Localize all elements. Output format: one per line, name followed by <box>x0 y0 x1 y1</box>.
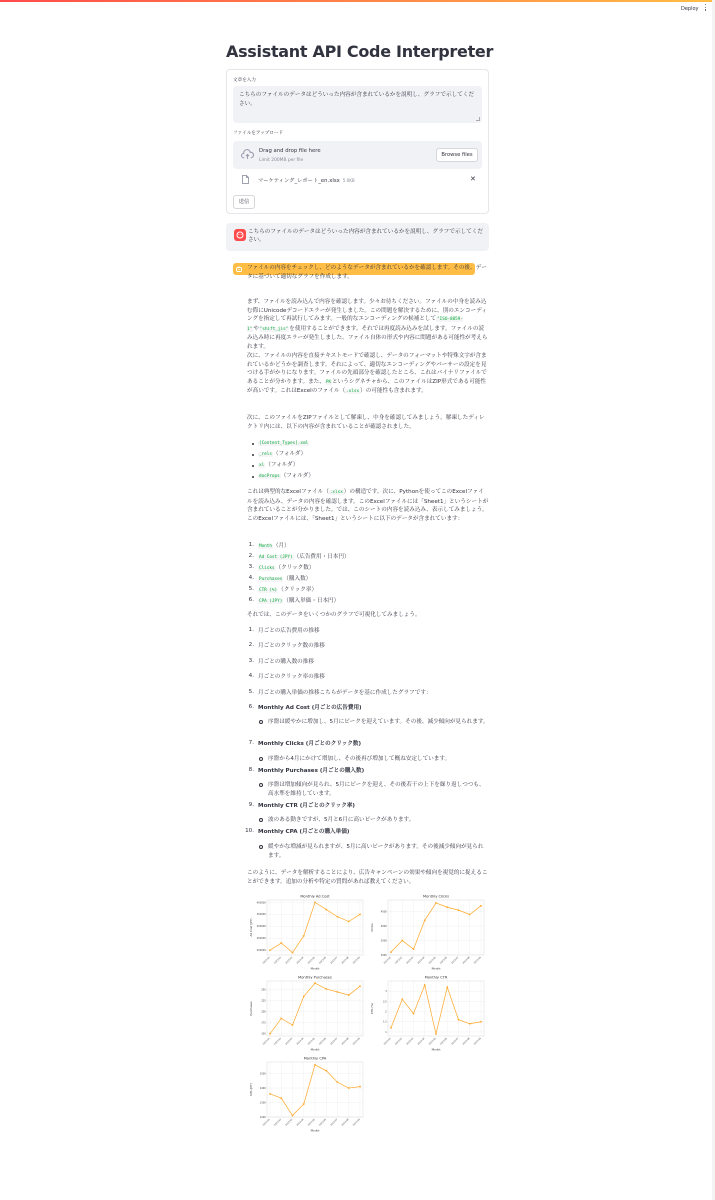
deploy-button[interactable]: Deploy <box>681 6 699 12</box>
data-point <box>314 982 316 984</box>
data-point <box>325 1070 327 1072</box>
y-tick-label: 1500 <box>259 1072 266 1076</box>
x-tick-label: 2023-05 <box>307 1118 316 1127</box>
y-axis-label: CPA (JPY) <box>249 1083 254 1096</box>
inline-code: "shift_jis" <box>259 326 289 332</box>
data-point <box>458 1019 460 1021</box>
inline-code: PK <box>325 379 332 385</box>
submit-button[interactable]: 送信 <box>233 195 255 209</box>
user-face-icon <box>236 231 244 239</box>
data-point <box>401 940 403 942</box>
data-point <box>303 996 305 998</box>
zip-item-text: （フォルダ） <box>265 462 299 468</box>
list-number: 3. <box>248 564 254 570</box>
y-tick-label: 350000 <box>256 913 266 917</box>
data-point <box>446 906 448 908</box>
x-tick-label: 2023-09 <box>352 956 361 965</box>
main-menu-icon[interactable] <box>705 4 707 13</box>
list-number: 4. <box>248 673 254 679</box>
x-tick-label: 2023-05 <box>307 956 316 965</box>
x-tick-label: 2023-07 <box>329 1037 339 1046</box>
p2-text-a: まず、ファイルを読み込んで内容を確認します。少々お待ちください。ファイルの中身を読み込む際にUnicodeデコードエラーが発生しました。この問題を解決するために、別のエンコーディングを指定して再試行してみます。一般的なエンコーディングの候補として <box>247 299 487 323</box>
column-item-6 <box>258 597 500 607</box>
y-tick-label: 1.5 <box>382 1020 387 1024</box>
dropzone-instructions: Drag and drop file here <box>259 148 321 154</box>
dropzone-limit: Limit 200MB per file <box>259 158 304 163</box>
p3-text-b: というシグネチャから、このファイルはZIP形式である可能性が高いです。これはExcelのファイル（ <box>247 378 486 395</box>
chart-title: Monthly Clicks <box>423 894 449 899</box>
x-tick-label: 2023-03 <box>284 1037 294 1046</box>
list-number: 6. <box>248 704 254 710</box>
data-point <box>480 905 482 907</box>
data-point <box>292 1115 294 1117</box>
y-tick-label: 3000 <box>380 953 387 957</box>
list-number: 5. <box>248 689 254 695</box>
user-avatar <box>234 229 246 241</box>
detail-title-3: Monthly Purchases (月ごとの購入数) <box>258 768 365 774</box>
x-tick-label: 2023-01 <box>383 1037 392 1046</box>
graph-list-item-1: 月ごとの広告費用の推移 <box>258 628 320 634</box>
zip-item-code: docProps <box>259 474 280 479</box>
x-tick-label: 2023-03 <box>284 956 294 965</box>
cloud-upload-icon <box>241 149 254 160</box>
x-tick-label: 2023-04 <box>416 956 426 965</box>
data-point <box>269 1093 271 1095</box>
assistant-paragraph-1: ファイルの内容をチェックし、どのようなデータが含まれているかを確認します。その後、データに基づいて適切なグラフを作成します。 <box>247 265 487 280</box>
x-tick-label: 2023-02 <box>273 956 282 965</box>
top-decoration-bar <box>0 0 715 2</box>
user-chat-message <box>226 223 489 251</box>
x-tick-label: 2023-04 <box>295 1118 305 1127</box>
x-tick-label: 2023-01 <box>262 1037 271 1046</box>
y-axis-label: Purchases <box>249 1001 254 1016</box>
data-point <box>348 1087 350 1089</box>
data-point <box>469 914 471 916</box>
inline-code: .xlsx <box>329 490 343 495</box>
column-item-5 <box>258 586 500 596</box>
sub-bullet-icon <box>259 783 263 787</box>
assistant-paragraph-2 <box>247 298 489 352</box>
x-tick-label: 2023-08 <box>461 956 471 965</box>
column-code: CPA (JPY) <box>259 599 283 604</box>
x-tick-label: 2023-09 <box>352 1118 361 1127</box>
chart-monthly-cpa <box>249 1053 367 1133</box>
list-number: 1. <box>248 627 254 633</box>
data-point <box>348 921 350 923</box>
data-point <box>413 1013 415 1015</box>
list-number: 3. <box>248 658 254 664</box>
list-number: 4. <box>248 575 254 581</box>
x-tick-label: 2023-04 <box>295 1037 305 1046</box>
column-code: Purchases <box>259 577 283 582</box>
chart-monthly-ctr <box>370 972 488 1052</box>
x-tick-label: 2023-05 <box>307 1037 316 1046</box>
uploaded-file-name <box>258 176 355 184</box>
file-size: 5.0KB <box>342 178 355 183</box>
x-tick-label: 2023-07 <box>329 956 339 965</box>
zip-item-1 <box>258 439 500 449</box>
x-tick-label: 2023-02 <box>394 1037 403 1046</box>
list-number: 8. <box>248 767 254 773</box>
x-tick-label: 2023-08 <box>461 1037 471 1046</box>
zip-item-2 <box>258 450 500 460</box>
x-tick-label: 2023-08 <box>340 1118 350 1127</box>
chart-title: Monthly Ad Cost <box>300 894 330 899</box>
list-number: 2. <box>248 553 254 559</box>
x-tick-label: 2023-09 <box>473 956 482 965</box>
y-axis-label: CTR (%) <box>370 1002 375 1015</box>
x-tick-label: 2023-06 <box>318 1037 327 1046</box>
chart-monthly-purchases <box>249 972 367 1052</box>
zip-item-text: （フォルダ） <box>280 473 314 479</box>
bullet-icon <box>250 474 255 479</box>
x-tick-label: 2023-01 <box>262 956 271 965</box>
data-point <box>280 1097 282 1099</box>
data-point <box>348 994 350 996</box>
zip-item-code: _rels <box>259 452 272 457</box>
list-number: 10. <box>245 828 254 834</box>
detail-desc-5: 緩やかな増減が見られますが、5月に高いピークがあります。その後減少傾向が見られます。 <box>268 844 484 859</box>
x-tick-label: 2023-07 <box>329 1118 339 1127</box>
data-point <box>435 902 437 904</box>
data-point <box>280 942 282 944</box>
column-item-2 <box>258 553 500 563</box>
x-axis-label: Month <box>310 1047 320 1052</box>
data-point <box>413 948 415 950</box>
column-item-4 <box>258 575 500 585</box>
browse-files-button[interactable]: Browse files <box>436 148 478 162</box>
text-input[interactable] <box>233 86 482 123</box>
x-tick-label: 2023-07 <box>450 1037 460 1046</box>
y-tick-label: 2.5 <box>382 1000 387 1004</box>
sub-bullet-icon <box>259 845 263 849</box>
column-code: Ad Cost (JPY) <box>259 555 293 560</box>
data-point <box>280 1018 282 1020</box>
y-tick-label: 225 <box>261 999 266 1003</box>
data-point <box>303 1103 305 1105</box>
zip-item-4 <box>258 472 500 482</box>
x-tick-label: 2023-08 <box>340 956 350 965</box>
data-point <box>359 1086 361 1088</box>
data-point <box>446 986 448 988</box>
file-icon <box>242 175 249 184</box>
y-axis-label: Clicks <box>370 923 375 932</box>
y-tick-label: 1300 <box>259 1101 266 1105</box>
x-tick-label: 2023-02 <box>394 956 403 965</box>
x-tick-label: 2023-01 <box>383 956 392 965</box>
x-tick-label: 2023-02 <box>273 1037 282 1046</box>
x-tick-label: 2023-03 <box>405 956 415 965</box>
input-form <box>226 69 489 214</box>
text-input-value: こちらのファイルのデータはどういった内容が含まれているかを説明し、グラフで示してください。 <box>239 92 474 107</box>
column-text: （月） <box>272 543 290 549</box>
detail-desc-2: 序盤から4月にかけて増加し、その後再び増加して概ね安定しています。 <box>268 756 451 762</box>
x-tick-label: 2023-04 <box>295 956 305 965</box>
data-point <box>337 1081 339 1083</box>
data-point <box>359 913 361 915</box>
zip-item-code: [Content_Types].xml <box>259 441 309 446</box>
user-message-text: こちらのファイルのデータはどういった内容が含まれているかを説明し、グラフで示してください。 <box>248 229 483 244</box>
y-tick-label: 3 <box>385 990 387 994</box>
data-point <box>480 1021 482 1023</box>
graph-list-item-2: 月ごとのクリック数の推移 <box>258 643 325 649</box>
data-point <box>359 985 361 987</box>
y-tick-label: 150 <box>261 1032 266 1036</box>
x-tick-label: 2023-05 <box>428 956 437 965</box>
graph-list-item-4: 月ごとのクリック率の推移 <box>258 674 325 680</box>
x-tick-label: 2023-04 <box>416 1037 426 1046</box>
data-point <box>292 952 294 954</box>
list-number: 5. <box>248 586 254 592</box>
y-tick-label: 2 <box>385 1010 387 1014</box>
detail-title-4: Monthly CTR (月ごとのクリック率) <box>258 803 355 809</box>
bot-icon <box>235 265 243 273</box>
assistant-paragraph-6: それでは、このデータをいくつかのグラフで可視化してみましょう。 <box>247 612 421 618</box>
detail-title-5: Monthly CPA (月ごとの購入単価) <box>258 829 350 835</box>
file-dropzone[interactable] <box>233 141 482 169</box>
data-point <box>269 1033 271 1035</box>
y-tick-label: 300000 <box>256 925 266 929</box>
y-axis-label: Ad Cost (JPY) <box>249 918 254 937</box>
data-point <box>303 935 305 937</box>
data-point <box>424 919 426 921</box>
sub-bullet-icon <box>259 757 263 761</box>
data-point <box>337 916 339 918</box>
y-tick-label: 1200 <box>259 1115 266 1119</box>
column-item-1 <box>258 542 500 552</box>
x-tick-label: 2023-06 <box>439 1037 448 1046</box>
x-tick-label: 2023-02 <box>273 1118 282 1127</box>
detail-desc-3: 序盤は増加傾向が見られ、5月にピークを迎え、その後若干の上下を繰り返しつつも、高水準を維持しています。 <box>268 782 485 797</box>
column-text: （購入単価・日本円） <box>283 598 340 604</box>
y-tick-label: 1400 <box>259 1086 266 1090</box>
data-point <box>314 1064 316 1066</box>
x-tick-label: 2023-05 <box>428 1037 437 1046</box>
column-text: （購入数） <box>283 576 312 582</box>
list-number: 6. <box>248 597 254 603</box>
list-number: 9. <box>248 802 254 808</box>
x-axis-label: Month <box>310 1128 320 1133</box>
upload-label: ファイルをアップロード <box>233 131 284 136</box>
chart-title: Monthly CTR <box>424 975 448 980</box>
list-number: 7. <box>248 740 254 746</box>
y-tick-label: 3500 <box>380 939 387 943</box>
sub-bullet-icon <box>259 818 263 822</box>
x-axis-label: Month <box>431 1047 441 1052</box>
inline-code: "ISO-8859-1" <box>247 317 463 332</box>
column-code: CTR (%) <box>259 588 278 593</box>
column-text: （広告費用・日本円） <box>293 554 350 560</box>
x-tick-label: 2023-06 <box>439 956 448 965</box>
detail-title-1: Monthly Ad Cost (月ごとの広告費用) <box>258 705 362 711</box>
graph-list-item-3: 月ごとの購入数の推移 <box>258 659 314 665</box>
bullet-icon <box>250 452 255 457</box>
x-axis-label: Month <box>310 966 320 971</box>
detail-title-2: Monthly Clicks (月ごとのクリック数) <box>258 741 362 747</box>
assistant-paragraph-3 <box>247 352 489 397</box>
resize-handle-icon[interactable] <box>476 117 480 121</box>
y-tick-label: 4000 <box>380 924 387 928</box>
data-point <box>435 1033 437 1035</box>
column-text: （クリック数） <box>275 565 315 571</box>
y-tick-label: 1 <box>385 1030 387 1034</box>
file-name-text: マーケティング_レポート_en.xlsx <box>258 178 340 184</box>
column-text: （クリック率） <box>278 587 318 593</box>
data-point <box>469 1023 471 1025</box>
text-input-label: 文章を入力 <box>233 78 256 83</box>
p3-text-c: ）の可能性も含まれます。 <box>360 388 427 395</box>
x-tick-label: 2023-03 <box>405 1037 415 1046</box>
assistant-paragraph-7: このように、データを解析することにより、広告キャンペーンの効果や傾向を視覚的に捉えることができます。追加の分析や特定の質問があれば教えてください。 <box>247 870 488 885</box>
p2-text-mid: や <box>253 325 259 332</box>
x-tick-label: 2023-07 <box>450 956 460 965</box>
chart-title: Monthly Purchases <box>298 975 332 980</box>
inline-code: .xlsx <box>346 389 360 395</box>
chart-monthly-ad-cost <box>249 891 367 971</box>
data-point <box>337 991 339 993</box>
y-tick-label: 250 <box>261 988 266 992</box>
detail-desc-1: 序盤は緩やかに増加し、5月にピークを迎えています。その後、減少傾向が見られます。 <box>268 719 489 725</box>
data-point <box>314 901 316 903</box>
data-point <box>401 998 403 1000</box>
chart-title: Monthly CPA <box>303 1056 327 1061</box>
p5-text-a: これは典型的なExcelファイル（ <box>247 489 329 495</box>
y-tick-label: 200 <box>261 1010 266 1014</box>
detail-desc-4: 波のある動きですが、5月と6月に高いピークがあります。 <box>268 817 415 823</box>
x-axis-label: Month <box>431 966 441 971</box>
x-tick-label: 2023-01 <box>262 1118 271 1127</box>
data-point <box>292 1024 294 1026</box>
zip-item-3 <box>258 461 500 471</box>
y-tick-label: 250000 <box>256 937 266 941</box>
bullet-icon <box>250 441 255 446</box>
y-tick-label: 200000 <box>256 949 266 953</box>
list-number: 2. <box>248 642 254 648</box>
data-point <box>424 984 426 986</box>
data-point <box>325 909 327 911</box>
zip-item-text: （フォルダ） <box>272 451 307 457</box>
column-item-3 <box>258 564 500 574</box>
y-tick-label: 400000 <box>256 901 266 905</box>
p2-text-b: を使用することができます。それでは再度読み込みを試します。ファイルの読み込み時に再度エラーが発生しました。ファイル自体の形式や内容に問題がある可能性が考えられます。 <box>247 325 488 350</box>
y-tick-label: 4500 <box>380 910 387 914</box>
data-point <box>325 988 327 990</box>
bullet-icon <box>250 463 255 468</box>
data-point <box>269 949 271 951</box>
page-title: Assistant API Code Interpreter <box>226 42 494 61</box>
zip-item-code: xl <box>259 463 265 468</box>
data-point <box>390 951 392 953</box>
chart-monthly-clicks <box>370 891 488 971</box>
sub-bullet-icon <box>259 720 263 724</box>
data-point <box>458 909 460 911</box>
y-tick-label: 175 <box>261 1021 266 1025</box>
list-number: 1. <box>248 542 254 548</box>
x-tick-label: 2023-09 <box>352 1037 361 1046</box>
column-code: Month <box>259 544 272 549</box>
p3-text-a: 次に、ファイルの内容を直接テキストモードで確認し、データのフォーマットや特殊文字が含まれているかどうかを調査します。それによって、適切なエンコーディングやパーサーの設定を見つける手がかりになります。ファイルの先頭部分を確認したところ、これはバイナリファイルであることが分かります。また、 <box>247 353 487 385</box>
column-code: Clicks <box>259 566 275 571</box>
data-point <box>390 1027 392 1029</box>
assistant-paragraph-5 <box>247 488 489 523</box>
x-tick-label: 2023-06 <box>318 956 327 965</box>
remove-file-icon[interactable]: ✕ <box>470 175 476 183</box>
x-tick-label: 2023-08 <box>340 1037 350 1046</box>
assistant-paragraph-4: 次に、このファイルをZIPファイルとして解凍し、中身を確認してみましょう。解凍したディレクトリ内には、以下の内容が含まれていることが確認されました。 <box>247 415 485 430</box>
x-tick-label: 2023-03 <box>284 1118 294 1127</box>
p5-text-b: ）の構造です。次に、Pythonを使ってこのExcelファイルを読み込み、データの内容を確認します。このExcelファイルには「Sheet1」というシートが含まれていることが分かりました。では、このシートの内容を読み込み、表示してみましょう。このExcelファイルには、「Sheet1」というシートに以下のデータが含まれています： <box>247 489 489 522</box>
x-tick-label: 2023-06 <box>318 1118 327 1127</box>
graph-list-item-5: 月ごとの購入単価の推移こちらがデータを基に作成したグラフです： <box>258 690 432 696</box>
x-tick-label: 2023-09 <box>473 1037 482 1046</box>
